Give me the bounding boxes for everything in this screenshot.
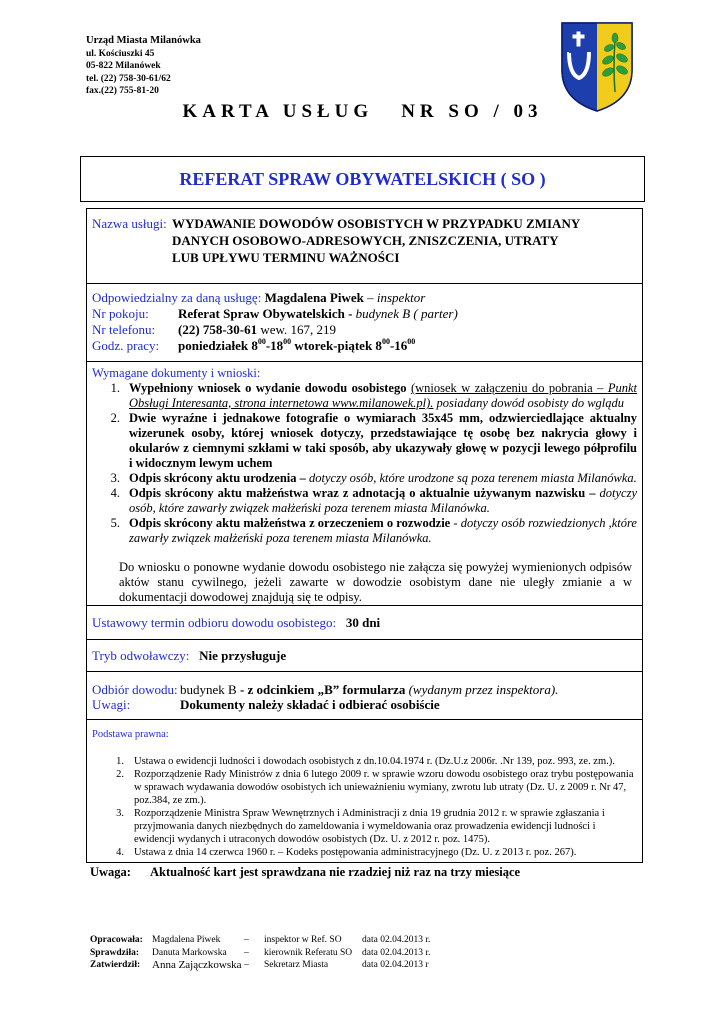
service-name-line-3: LUB UPŁYWU TERMINU WAŻNOŚCI <box>172 250 400 265</box>
term-label: Ustawowy termin odbioru dowodu osobistego: <box>92 615 337 630</box>
list-item: 3. Odpis skrócony aktu urodzenia – dotyczy osób, które urodzone są poza terenem miasta Milanówka. <box>110 471 637 485</box>
service-name-line-2: DANYCH OSOBOWO-ADRESOWYCH, ZNISZCZENIA, UTRATY <box>172 233 559 248</box>
list-item: 5. Odpis skrócony aktu małżeństwa z orzeczeniem o rozwodzie - dotyczy osób rozwiedzionych ,które zawarły związek małżeński poza terenem miasta Milanówka. <box>110 516 637 545</box>
notes-label: Uwagi: <box>92 697 131 712</box>
pickup-label: Odbiór dowodu: <box>92 682 178 697</box>
appeal-label: Tryb odwoławczy: <box>92 648 190 663</box>
legal-list <box>92 755 637 859</box>
table-row: Zatwierdził: Anna Zajączkowska – Sekretarz Miasta data 02.04.2013 r <box>90 959 429 971</box>
responsible-role: – inspektor <box>367 290 426 305</box>
pickup-building: budynek B <box>180 682 237 697</box>
page-title <box>0 101 725 123</box>
signatures <box>90 934 430 972</box>
documents-list <box>92 381 637 546</box>
documents-note: Do wniosku o ponowne wydanie dowodu osobistego nie załącza się powyżej wymienionych odpisów aktów stanu cywilnego, jeżeli zawarte w dowodzie osobistym dane nie uległy zmianie a w dokumentacji dowodowej znajdują się te odpisy. <box>119 560 632 604</box>
list-item: 3. Rozporządzenie Ministra Spraw Wewnętrznych i Administracji z dnia 19 grudnia 2012 r. w sprawie zgłaszania i przyjmowania danych niezbędnych do zameldowania i wymeldowania oraz prowadzenia ewidencji ludności i ewidencji wydanych i utraconych dowodów osobistych (Dz. U. z 2012 r. poz. 1475). <box>116 808 605 845</box>
room-building: budynek B ( parter) <box>355 306 458 321</box>
responsible-name: Magdalena Piwek <box>264 290 364 305</box>
hours-label: Godz. pracy: <box>92 338 160 353</box>
list-item: 1. Wypełniony wniosek o wydanie dowodu osobistego (wniosek w załączeniu do pobrania – Punkt Obsługi Interesanta, strona internetowa www.milanowek.pl). posiadany dowód osobisty do wglądu <box>110 381 637 410</box>
responsible-section <box>86 284 643 362</box>
legal-label: Podstawa prawna: <box>92 729 169 740</box>
department-banner: REFERAT SPRAW OBYWATELSKICH ( SO ) <box>80 156 645 202</box>
service-name-line-1: WYDAWANIE DOWODÓW OSOBISTYCH W PRZYPADKU ZMIANY <box>172 216 581 231</box>
title-number: NR SO / 03 <box>401 101 543 122</box>
service-label: Nazwa usługi: <box>92 216 167 231</box>
office-name: Urząd Miasta Milanówka <box>86 35 201 46</box>
appeal-section <box>86 640 643 672</box>
office-city: 05-822 Milanówek <box>86 61 161 71</box>
list-item: 2. Rozporządzenie Rady Ministrów z dnia 6 lutego 2009 r. w sprawie wzoru dowodu osobistego oraz trybu postępowania w sprawach wydawania dowodów osobistych ich unieważnieniu wymiany, zwrotu lub utraty (Dz. U. z 2009 r. Nr 47, poz.384, ze zm.). <box>116 769 634 806</box>
pickup-issuer: (wydanym przez inspektora). <box>408 682 559 697</box>
table-row: Sprawdziła: Danuta Markowska – kierownik Referatu SO data 02.04.2013 r. <box>90 947 431 958</box>
term-section <box>86 606 643 640</box>
pickup-section <box>86 672 643 720</box>
table-row: Opracowała: Magdalena Piwek – inspektor w Ref. SO data 02.04.2013 r. <box>90 935 431 945</box>
office-street: ul. Kościuszki 45 <box>86 48 155 59</box>
city-crest-icon <box>561 22 633 112</box>
office-phone: tel. (22) 758-30-61/62 <box>86 73 171 84</box>
legal-section <box>86 720 643 863</box>
office-address <box>86 35 201 98</box>
phone-ext: wew. 167, 219 <box>260 322 337 337</box>
pickup-form: - z odcinkiem „B” formularza <box>239 682 406 697</box>
hours-value: poniedziałek $8^{00}-18^{00}$ wtorek-piątek $8^{00}-16^{00}$ <box>178 337 416 353</box>
application-form-link[interactable]: (wniosek w załączeniu do pobrania – Punkt Obsługi Interesanta, strona internetowa www.milanowek.pl). <box>129 381 637 410</box>
room-value: Referat Spraw Obywatelskich - <box>178 306 353 321</box>
phone-label: Nr telefonu: <box>92 322 156 337</box>
notes-value: Dokumenty należy składać i odbierać osobiście <box>180 697 440 712</box>
list-item: 2. Dwie wyraźne i jednakowe fotografie o wymiarach 35x45 mm, odzwierciedlające aktualny wizerunek osoby, której wniosek dotyczy, przedstawiające tę osobę bez nakrycia głowy i okularów z ciemnymi szkłami w taki sposób, aby ukazywały głowę w pozycji lewego półprofilu i widocznym lewym uchem <box>110 411 637 470</box>
term-value: 30 dni <box>345 615 381 630</box>
remark-text: Aktualność kart jest sprawdzana nie rzadziej niż raz na trzy miesiące <box>150 865 521 879</box>
list-item: 1. Ustawa o ewidencji ludności i dowodach osobistych z dn.10.04.1974 r. (Dz.U.z 2006r. .Nr 139, poz. 993, ze. zm.). <box>116 756 615 767</box>
phone-value: (22) 758-30-61 <box>178 322 258 337</box>
remark <box>90 865 520 880</box>
office-fax: fax.(22) 755-81-20 <box>86 86 159 96</box>
service-section <box>86 208 643 284</box>
title-card: KARTA USŁUG <box>182 101 374 122</box>
list-item: 4. Ustawa z dnia 14 czerwca 1960 r. – Kodeks postępowania administracyjnego (Dz. U. z 2013 r. poz. 267). <box>116 847 577 858</box>
remark-label: Uwaga: <box>90 865 131 879</box>
room-label: Nr pokoju: <box>92 306 149 321</box>
responsible-label: Odpowiedzialny za daną usługę: <box>92 290 262 305</box>
documents-section <box>86 362 643 606</box>
list-item: 4. Odpis skrócony aktu małżeństwa wraz z adnotacją o aktualnie używanym nazwisku – dotyczy osób, które zawarły związek małżeński poza terenem miasta Milanówka. <box>110 486 637 515</box>
documents-label: Wymagane dokumenty i wnioski: <box>92 366 261 380</box>
appeal-value: Nie przysługuje <box>199 648 287 663</box>
